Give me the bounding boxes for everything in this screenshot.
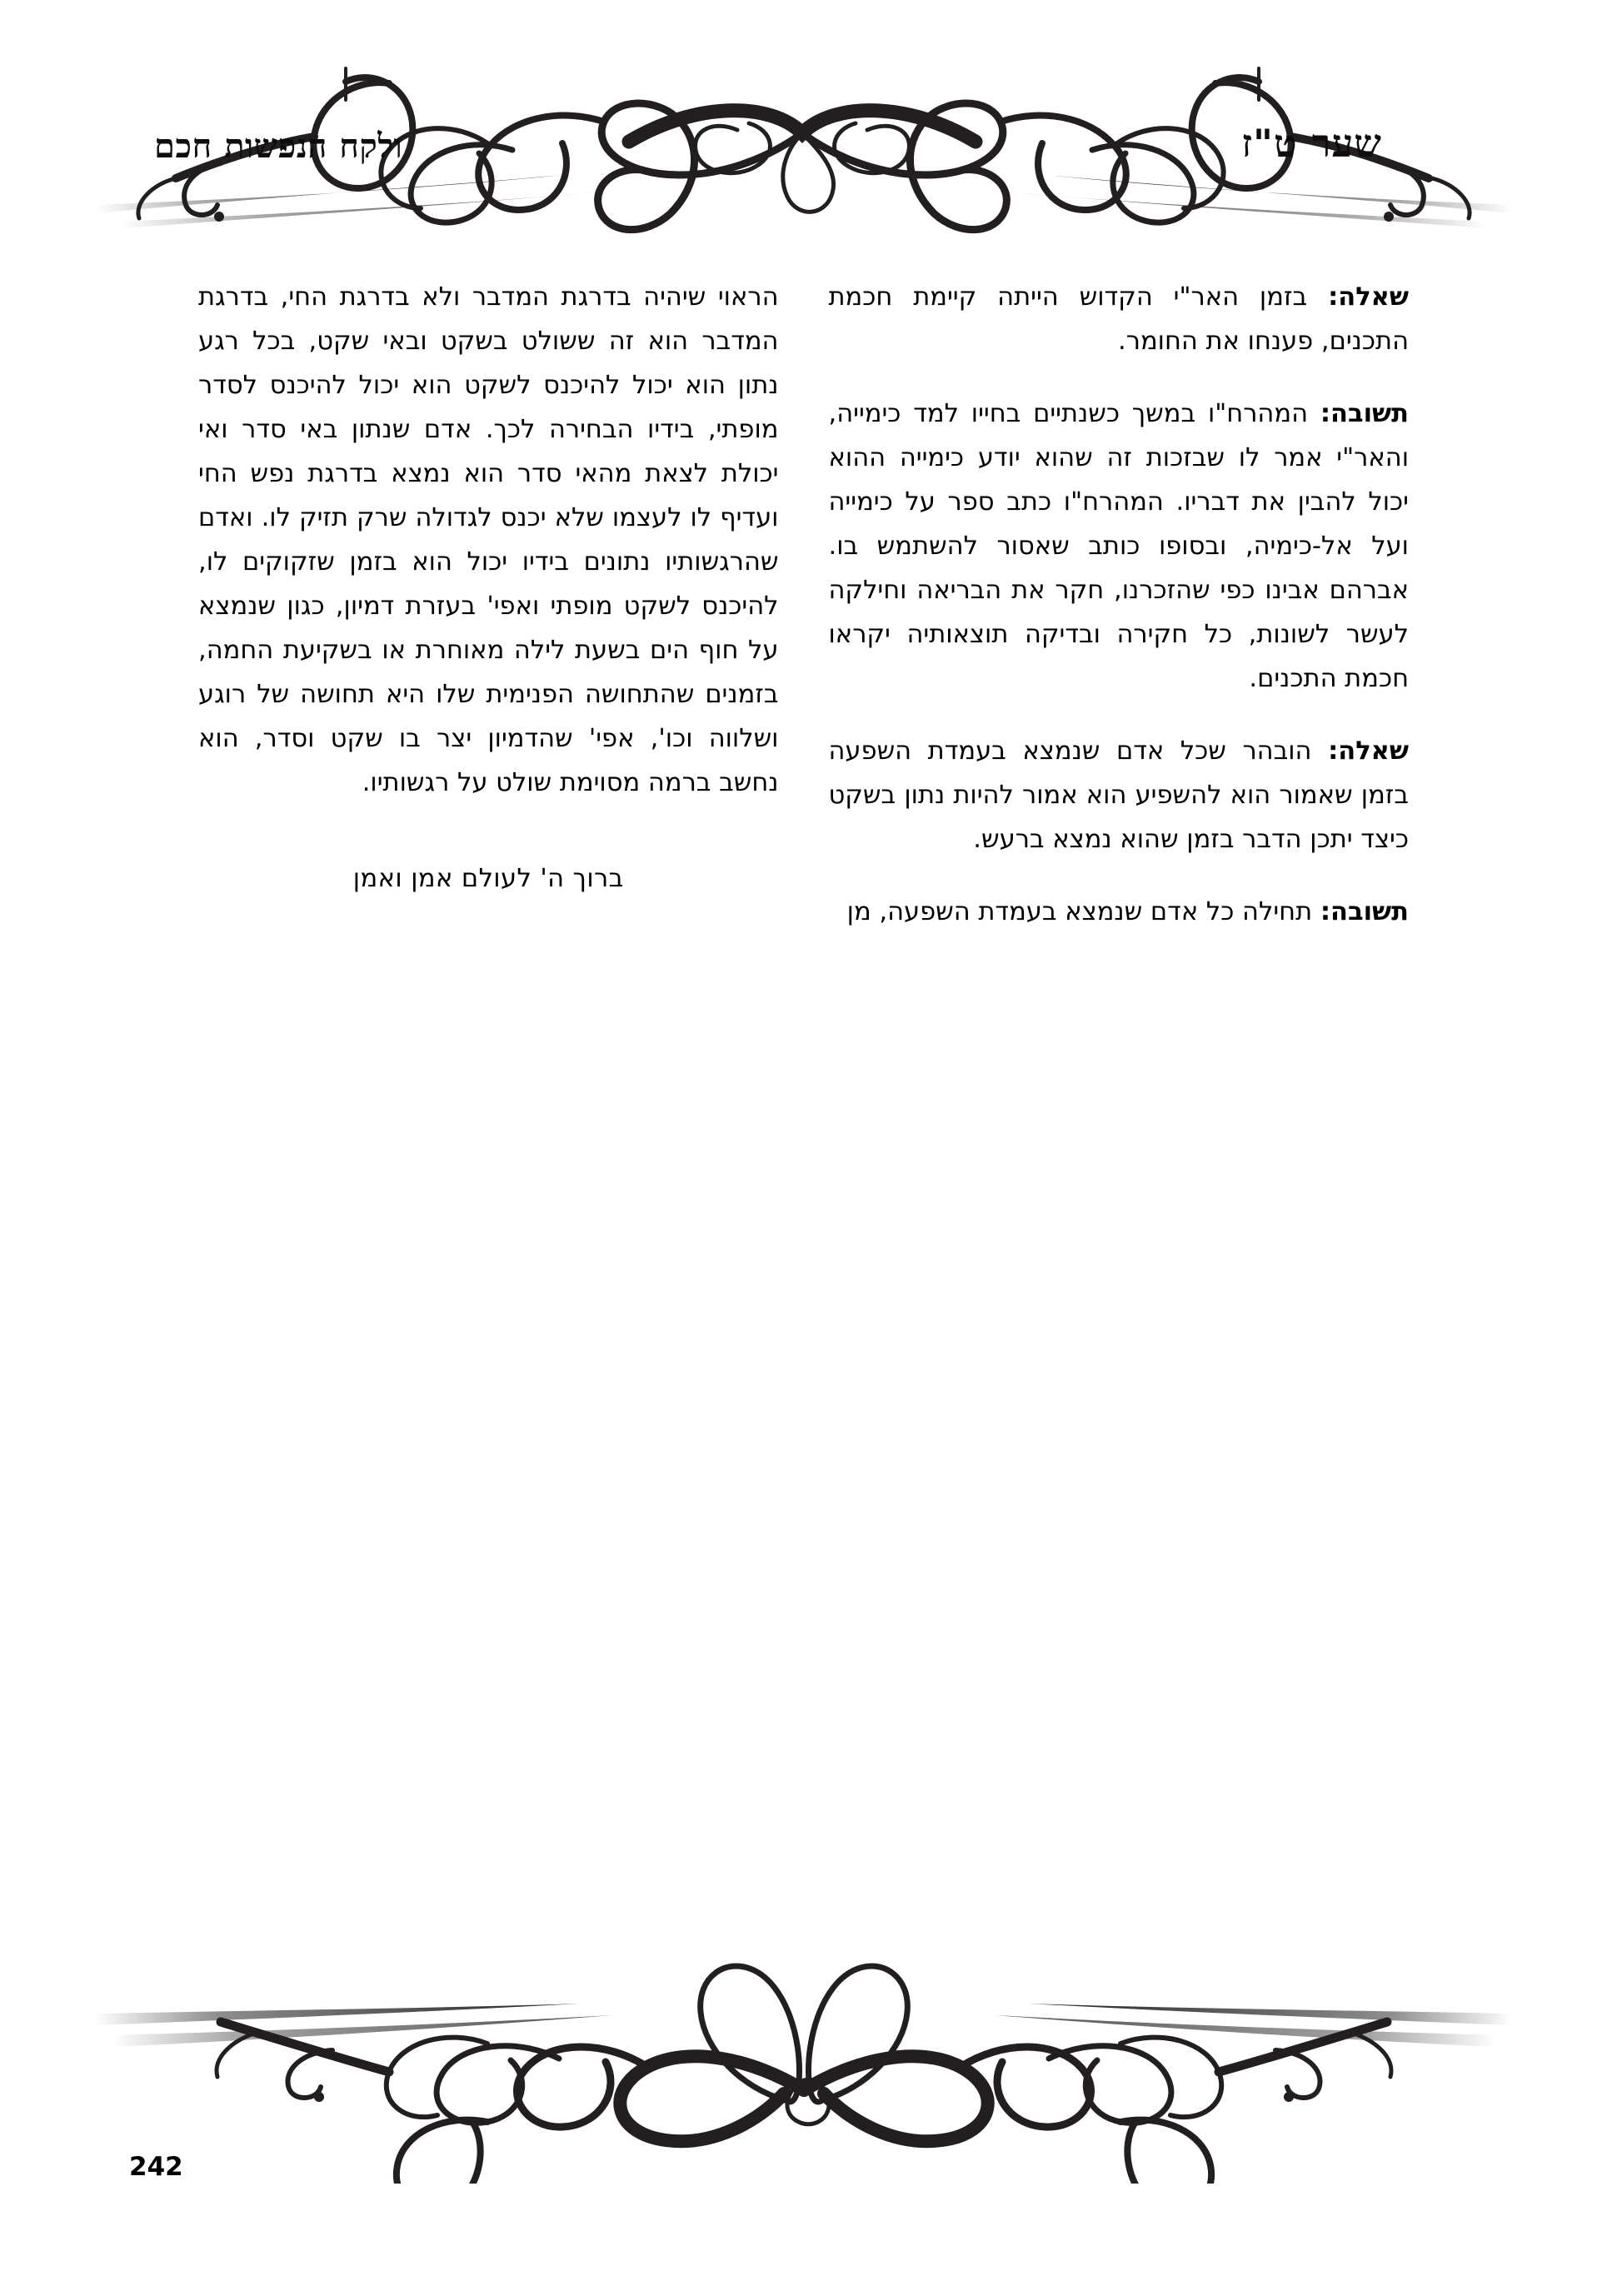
header-title-left: ולקח הנפשות חכם (154, 127, 403, 166)
paragraph-question-2 (829, 729, 1410, 861)
paragraph-text: תחילה כל אדם שנמצא בעמדת השפעה, מן (846, 897, 1320, 926)
page-number: 242 (129, 2152, 183, 2182)
paragraph-text: המהרח"ו במשך כשנתיים בחייו למד כימייה, והאר"י אמר לו שבזכות זה שהוא יודע כימייה ההוא יכול להבין את דבריו. המהרח"ו כתב ספר על כימייה ועל אל-כימיה, ובסופו כותב שאסור להשתמש בו. אברהם אבינו כפי שהזכרנו, חקר את הבריאה וחילקה לעשר לשונות, כל חקירה ובדיקה תוצאותיה יקראו חכמת התכנים. (828, 399, 1409, 693)
page-footer (100, 1942, 1507, 2209)
paragraph-question-1 (829, 275, 1410, 363)
column-left (198, 275, 779, 901)
flourish-divider-bottom-icon (96, 1934, 1512, 2184)
page-header (100, 50, 1507, 242)
paragraph-text: בזמן האר"י הקדוש הייתה קיימת חכמת התכנים, פענחו את החומר. (828, 282, 1409, 356)
paragraph-lead: שאלה: (1328, 282, 1409, 312)
header-title-right: שער ט"ז (1241, 121, 1382, 166)
two-column-body (198, 275, 1409, 934)
paragraph-lead: תשובה: (1320, 399, 1409, 428)
closing-blessing: ברוך ה' לעולם אמן ואמן (352, 864, 624, 893)
paragraph-lead: תשובה: (1320, 897, 1409, 926)
paragraph-continuation (198, 275, 779, 805)
paragraph-text: הובהר שכל אדם שנמצא בעמדת השפעה בזמן שאמור הוא להשפיע הוא אמור להיות נתון בשקט כיצד יתכן הדבר בזמן שהוא נמצא ברעש. (828, 736, 1409, 854)
paragraph-lead: שאלה: (1328, 736, 1409, 766)
paragraph-answer-2 (829, 890, 1410, 934)
paragraph-text: הראוי שיהיה בדרגת המדבר ולא בדרגת החי, בדרגת המדבר הוא זה ששולט בשקט ובאי שקט, בכל רגע נתון הוא יכול להיכנס לשקט הוא יכול להיכנס לסדר מופתי, בידיו הבחירה לכך. אדם שנתון באי סדר ואי יכולת לצאת מהאי סדר הוא נמצא בדרגת נפש החי ועדיף לו לעצמו שלא יכנס לגדולה שרק תזיק לו. ואדם שהרגשותיו נתונים בידיו יכול הוא בזמן שזקוקים לו, להיכנס לשקט מופתי ואפי' בעזרת דמיון, כגון שנמצא על חוף הים בשעת לילה מאוחרת או בשקיעת החמה, בזמנים שהתחושה הפנימית שלו היא תחושה של רוגע ושלווה וכו', אפי' שהדמיון יצר בו שקט וסדר, הוא נחשב ברמה מסוימת שולט על רגשותיו. (198, 282, 779, 797)
column-right (829, 275, 1410, 934)
paragraph-answer-1 (829, 392, 1410, 701)
